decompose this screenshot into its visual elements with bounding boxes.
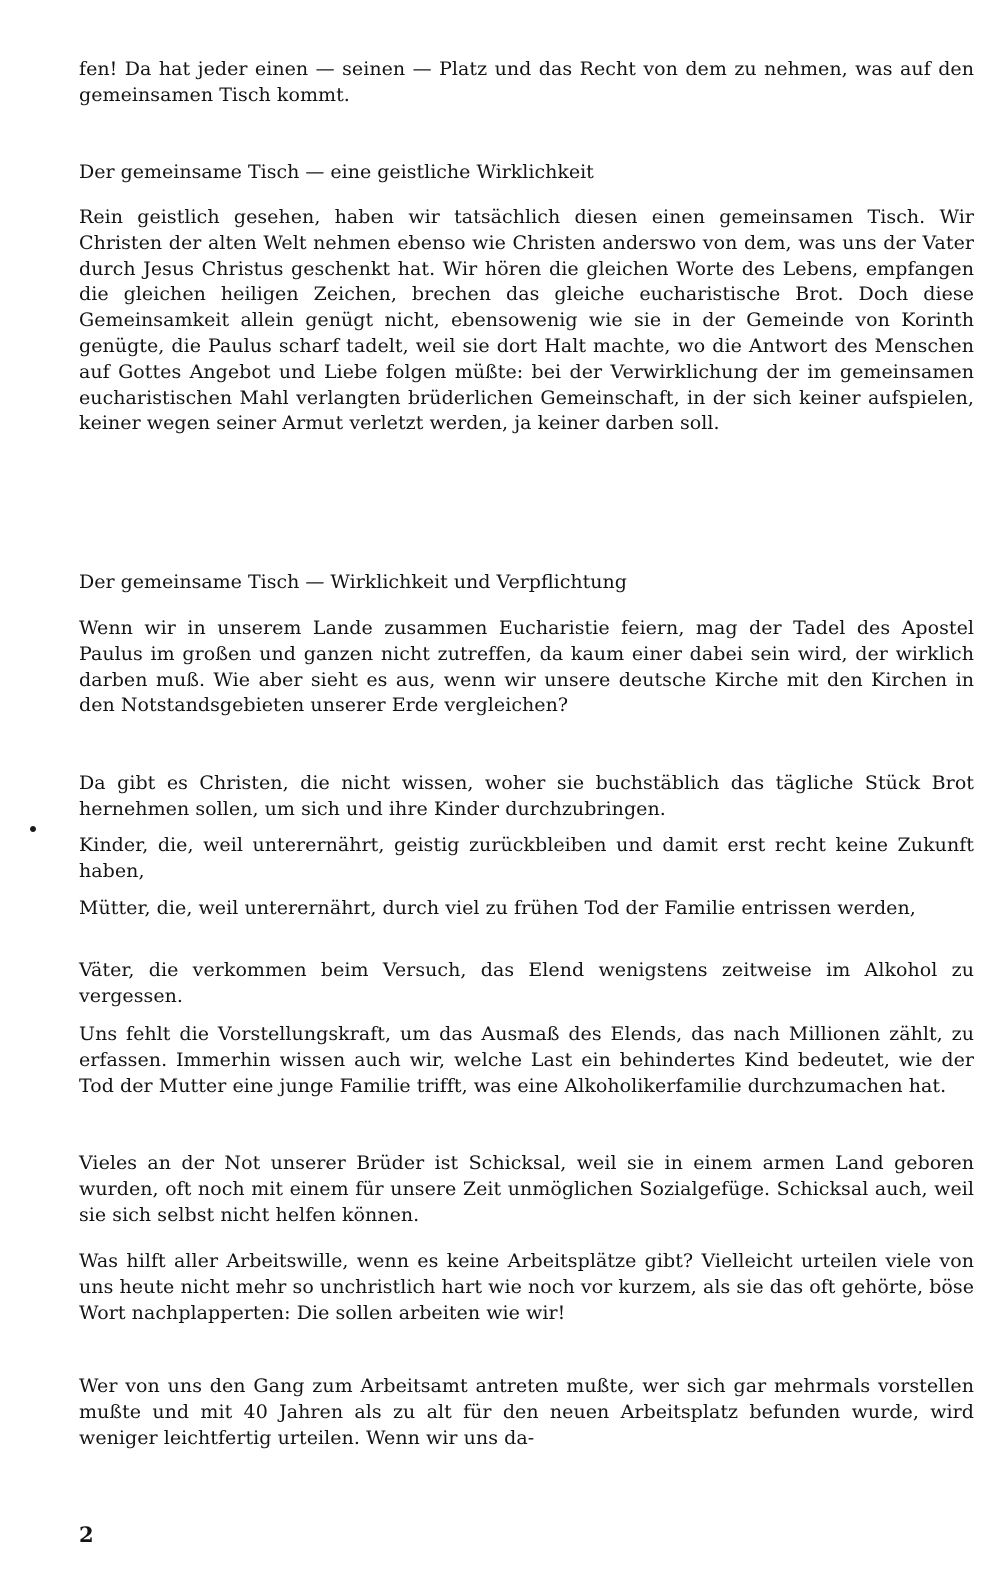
paragraph-arbeitsamt: Wer von uns den Gang zum Arbeitsamt antreten mußte, wer sich gar mehrmals vorstellen mußte und mit 40 Jahren als zu alt für den neuen Arbeitsplatz befunden wurde, wird weniger leichtfertig urteilen. Wenn wir uns da-: [79, 1375, 974, 1449]
paragraph-christen-brot: Da gibt es Christen, die nicht wissen, woher sie buchstäblich das tägliche Stück Brot hernehmen sollen, um sich und ihre Kinder durchzubringen.: [79, 772, 974, 820]
margin-dot: [30, 826, 36, 832]
paragraph-eucharistie-feiern: Wenn wir in unserem Lande zusammen Eucharistie feiern, mag der Tadel des Apostel Paulus im großen und ganzen nicht zutreffen, da kaum einer dabei sein wird, der wirklich darben muß. Wie aber sieht es aus, wenn wir unsere deutsche Kirche mit den Kirchen in den Notstandsgebieten unserer Erde vergleichen?: [79, 617, 974, 717]
paragraph-geistliche-wirklichkeit: Rein geistlich gesehen, haben wir tatsächlich diesen einen gemeinsamen Tisch. Wir Christen der alten Welt nehmen ebenso wie Christen anderswo von dem, was uns der Vater durch Jesus Christus geschenkt hat. Wir hören die gleichen Worte des Lebens, empfangen die gleichen heiligen Zeichen, brechen das gleiche eucharistische Brot. Doch diese Gemeinsamkeit allein genügt nicht, ebensowenig wie sie in der Gemeinde von Korinth genügte, die Paulus scharf tadelt, weil sie dort Halt machte, wo die Antwort des Menschen auf Gottes Angebot und Liebe folgen müßte: bei der Verwirklichung der im gemeinsamen eucharistischen Mahl verlangten brüderlichen Gemeinschaft, in der sich keiner aufspielen, keiner wegen seiner Armut verletzt werden, ja keiner darben soll.: [79, 206, 974, 435]
top-paragraph: fen! Da hat jeder einen — seinen — Platz und das Recht von dem zu nehmen, was auf den gemeinsamen Tisch kommt.: [79, 58, 974, 106]
paragraph-vaeter: Väter, die verkommen beim Versuch, das Elend wenigstens zeitweise im Alkohol zu vergessen.: [79, 959, 974, 1007]
paragraph-kinder: Kinder, die, weil unterernährt, geistig zurückbleiben und damit erst recht keine Zukunft haben,: [79, 834, 974, 882]
paragraph-muetter: Mütter, die, weil unterernährt, durch viel zu frühen Tod der Familie entrissen werden,: [79, 897, 916, 919]
paragraph-vorstellungskraft: Uns fehlt die Vorstellungskraft, um das Ausmaß des Elends, das nach Millionen zählt, zu erfassen. Immerhin wissen auch wir, welche Last ein behindertes Kind bedeutet, wie der Tod der Mutter eine junge Familie trifft, was eine Alkoholikerfamilie durchzumachen hat.: [79, 1023, 974, 1097]
page-number: 2: [79, 1522, 94, 1547]
paragraph-schicksal: Vieles an der Not unserer Brüder ist Schicksal, weil sie in einem armen Land geboren wurden, oft noch mit einem für unsere Zeit unmöglichen Sozialgefüge. Schicksal auch, weil sie sich selbst nicht helfen können.: [79, 1152, 974, 1226]
section-heading-wirklichkeit-und-verpflichtung: Der gemeinsame Tisch — Wirklichkeit und Verpflichtung: [79, 571, 627, 593]
paragraph-arbeitswille: Was hilft aller Arbeitswille, wenn es keine Arbeitsplätze gibt? Vielleicht urteilen viele von uns heute nicht mehr so unchristlich hart wie noch vor kurzem, als sie das oft gehörte, böse Wort nachplapperten: Die sollen arbeiten wie wir!: [79, 1250, 974, 1324]
section-heading-geistliche-wirklichkeit: Der gemeinsame Tisch — eine geistliche Wirklichkeit: [79, 161, 594, 183]
